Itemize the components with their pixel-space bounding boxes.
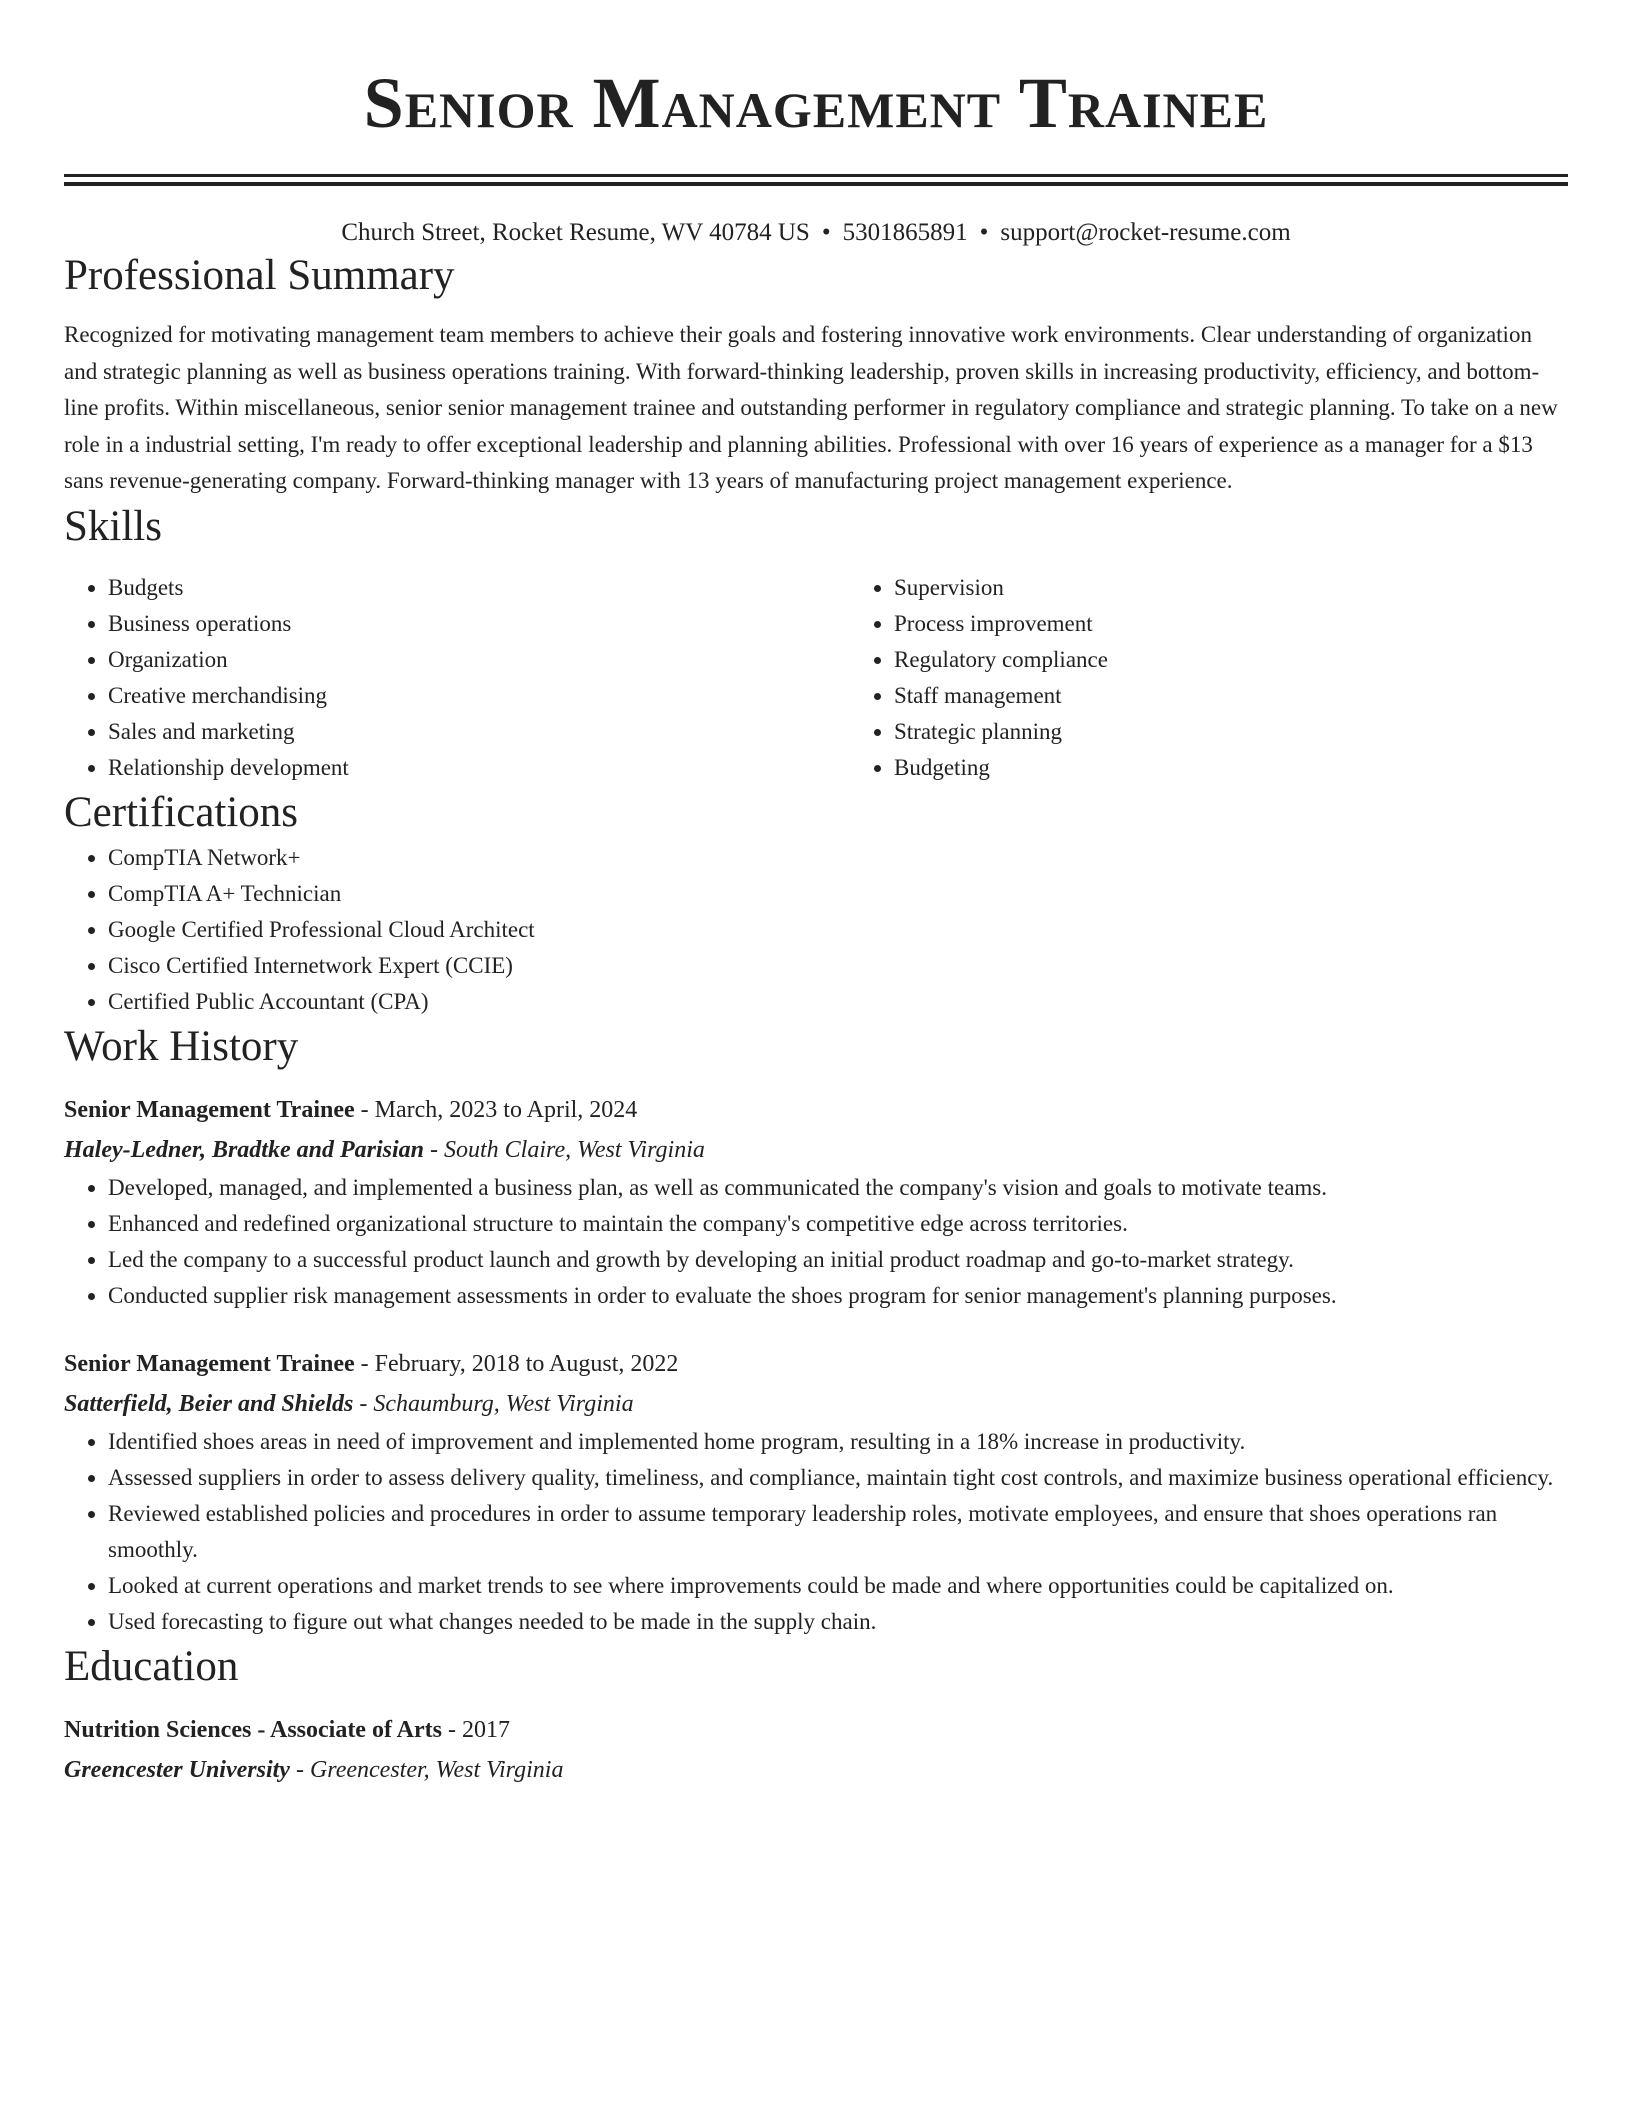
skill-item: • Business operations <box>108 606 850 642</box>
education-location: - Greencester, West Virginia <box>289 1756 564 1783</box>
skill-item: • Relationship development <box>108 750 850 786</box>
skill-item: • Creative merchandising <box>108 678 850 714</box>
job-duty: • Assessed suppliers in order to assess delivery quality, timeliness, and compliance, maintain tight cost controls, and maximize business operational efficiency. <box>108 1460 1568 1496</box>
job-duties-list <box>64 1170 1568 1314</box>
job-duty: • Conducted supplier risk management assessments in order to evaluate the shoes program for senior management's planning purposes. <box>108 1278 1568 1314</box>
certifications-heading: Certifications <box>64 788 299 836</box>
job-dates: - March, 2023 to April, 2024 <box>354 1096 638 1123</box>
skill-item: • Regulatory compliance <box>894 642 1568 678</box>
header-divider <box>64 174 1568 186</box>
job-duty: • Developed, managed, and implemented a business plan, as well as communicated the company's vision and goals to motivate teams. <box>108 1170 1568 1206</box>
summary-text: Recognized for motivating management team members to achieve their goals and fostering innovative work environments. Clear understanding of organization and strategic planning as well as business operations training. With forward-thinking leadership, proven skills in increasing productivity, efficiency, and bottom-line profits. Within miscellaneous, senior senior management trainee and outstanding performer in regulatory compliance and strategic planning. To take on a new role in a industrial setting, I'm ready to offer exceptional leadership and planning abilities. Professional with over 16 years of experience as a manager for a $13 sans revenue-generating company. Forward-thinking manager with 13 years of manufacturing project management experience. <box>64 322 1558 493</box>
job-dates: - February, 2018 to August, 2022 <box>354 1350 679 1377</box>
job-role: Senior Management Trainee <box>64 1350 355 1377</box>
education-school: Greencester University <box>64 1756 290 1783</box>
contact-address: Church Street, Rocket Resume, WV 40784 US <box>341 219 810 246</box>
job-company: Satterfield, Beier and Shields <box>64 1390 354 1417</box>
skills-list-left <box>64 570 850 786</box>
job-duty: • Identified shoes areas in need of improvement and implemented home program, resulting in a 18% increase in productivity. <box>108 1424 1568 1460</box>
certification-item: • Google Certified Professional Cloud Architect <box>108 912 1568 948</box>
education-school-line <box>64 1750 1568 1790</box>
skills-heading: Skills <box>64 502 162 550</box>
job-role: Senior Management Trainee <box>64 1096 355 1123</box>
job-company-line <box>64 1384 1568 1424</box>
education-year: - 2017 <box>441 1716 510 1743</box>
contact-separator: • <box>821 219 831 246</box>
contact-separator: • <box>979 219 989 246</box>
skill-item: • Budgeting <box>894 750 1568 786</box>
skill-item: • Budgets <box>108 570 850 606</box>
contact-line <box>64 217 1568 249</box>
summary-heading: Professional Summary <box>64 252 455 299</box>
job-spacer <box>64 1314 1568 1344</box>
education-degree: Nutrition Sciences - Associate of Arts <box>64 1716 442 1743</box>
certification-item: • Certified Public Accountant (CPA) <box>108 984 1568 1020</box>
job-entry <box>64 1090 1568 1314</box>
job-header <box>64 1344 1568 1384</box>
education-header <box>64 1710 1568 1750</box>
job-company: Haley-Ledner, Bradtke and Parisian <box>64 1136 424 1163</box>
certifications-list <box>64 840 1568 1020</box>
job-location: - South Claire, West Virginia <box>424 1136 705 1163</box>
resume-name: Senior Management Trainee <box>363 63 1269 143</box>
job-duties-list <box>64 1424 1568 1640</box>
skill-item: • Process improvement <box>894 606 1568 642</box>
skill-item: • Strategic planning <box>894 714 1568 750</box>
job-company-line <box>64 1130 1568 1170</box>
job-location: - Schaumburg, West Virginia <box>353 1390 634 1417</box>
skill-item: • Staff management <box>894 678 1568 714</box>
certification-item: • CompTIA A+ Technician <box>108 876 1568 912</box>
work-history-heading: Work History <box>64 1022 299 1070</box>
contact-phone: 5301865891 <box>842 219 968 246</box>
job-entry <box>64 1344 1568 1640</box>
job-header <box>64 1090 1568 1130</box>
skill-item: • Sales and marketing <box>108 714 850 750</box>
job-duty: • Looked at current operations and market trends to see where improvements could be made and where opportunities could be capitalized on. <box>108 1568 1568 1604</box>
contact-email: support@rocket-resume.com <box>1000 219 1291 246</box>
certification-item: • Cisco Certified Internetwork Expert (CCIE) <box>108 948 1568 984</box>
job-duty: • Enhanced and redefined organizational structure to maintain the company's competitive edge across territories. <box>108 1206 1568 1242</box>
job-duty: • Led the company to a successful product launch and growth by developing an initial product roadmap and go-to-market strategy. <box>108 1242 1568 1278</box>
skill-item: • Organization <box>108 642 850 678</box>
job-duty: • Used forecasting to figure out what changes needed to be made in the supply chain. <box>108 1604 1568 1640</box>
skills-list-right <box>850 570 1568 786</box>
certification-item: • CompTIA Network+ <box>108 840 1568 876</box>
education-heading: Education <box>64 1642 239 1690</box>
skill-item: • Supervision <box>894 570 1568 606</box>
skills-columns <box>64 570 1568 786</box>
job-duty: • Reviewed established policies and procedures in order to assume temporary leadership roles, motivate employees, and ensure that shoes operations ran smoothly. <box>108 1496 1568 1568</box>
